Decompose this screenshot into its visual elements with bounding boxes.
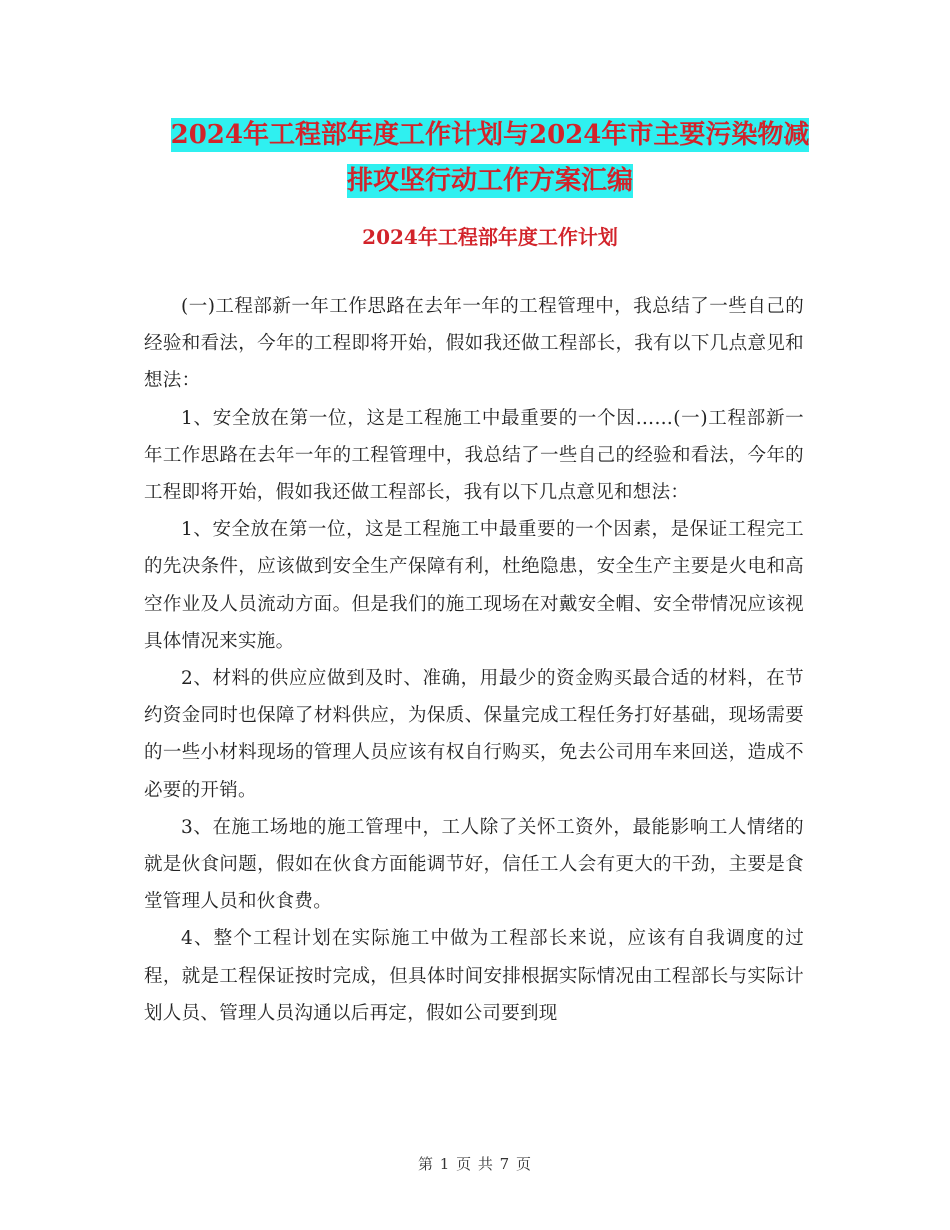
document-title-line-2: 排攻坚行动工作方案汇编 <box>346 166 633 196</box>
document-body <box>144 288 804 1032</box>
page-number-label: 第 1 页 共 7 页 <box>418 1155 532 1173</box>
paragraph: 2、材料的供应应做到及时、准确，用最少的资金购买最合适的材料，在节约资金同时也保障了材料供应，为保质、保量完成工程任务打好基础，现场需要的一些小材料现场的管理人员应该有权自行购买，免去公司用车来回送，造成不必要的开销。 <box>144 668 804 801</box>
paragraph: (一)工程部新一年工作思路在去年一年的工程管理中，我总结了一些自己的经验和看法，今年的工程即将开始，假如我还做工程部长，我有以下几点意见和想法： <box>144 296 804 392</box>
document-title <box>140 112 840 204</box>
paragraph: 1、安全放在第一位，这是工程施工中最重要的一个因素，是保证工程完工的先决条件，应该做到安全生产保障有利，杜绝隐患，安全生产主要是火电和高空作业及人员流动方面。但是我们的施工现场在对戴安全帽、安全带情况应该视具体情况来实施。 <box>144 519 804 652</box>
paragraph: 3、在施工场地的施工管理中，工人除了关怀工资外，最能影响工人情绪的就是伙食问题，假如在伙食方面能调节好，信任工人会有更大的干劲，主要是食堂管理人员和伙食费。 <box>144 816 804 913</box>
page-footer <box>0 1153 950 1174</box>
section-title: 2024年工程部年度工作计划 <box>362 225 618 249</box>
document-title-line-1: 2024年工程部年度工作计划与2024年市主要污染物减 <box>170 120 810 150</box>
paragraph: 1、安全放在第一位，这是工程施工中最重要的一个因……(一)工程部新一年工作思路在去年一年的工程管理中，我总结了一些自己的经验和看法，今年的工程即将开始，假如我还做工程部长，我有以下几点意见和想法： <box>144 407 804 504</box>
paragraph: 4、整个工程计划在实际施工中做为工程部长来说，应该有自我调度的过程，就是工程保证按时完成，但具体时间安排根据实际情况由工程部长与实际计划人员、管理人员沟通以后再定，假如公司要到现 <box>144 928 804 1024</box>
